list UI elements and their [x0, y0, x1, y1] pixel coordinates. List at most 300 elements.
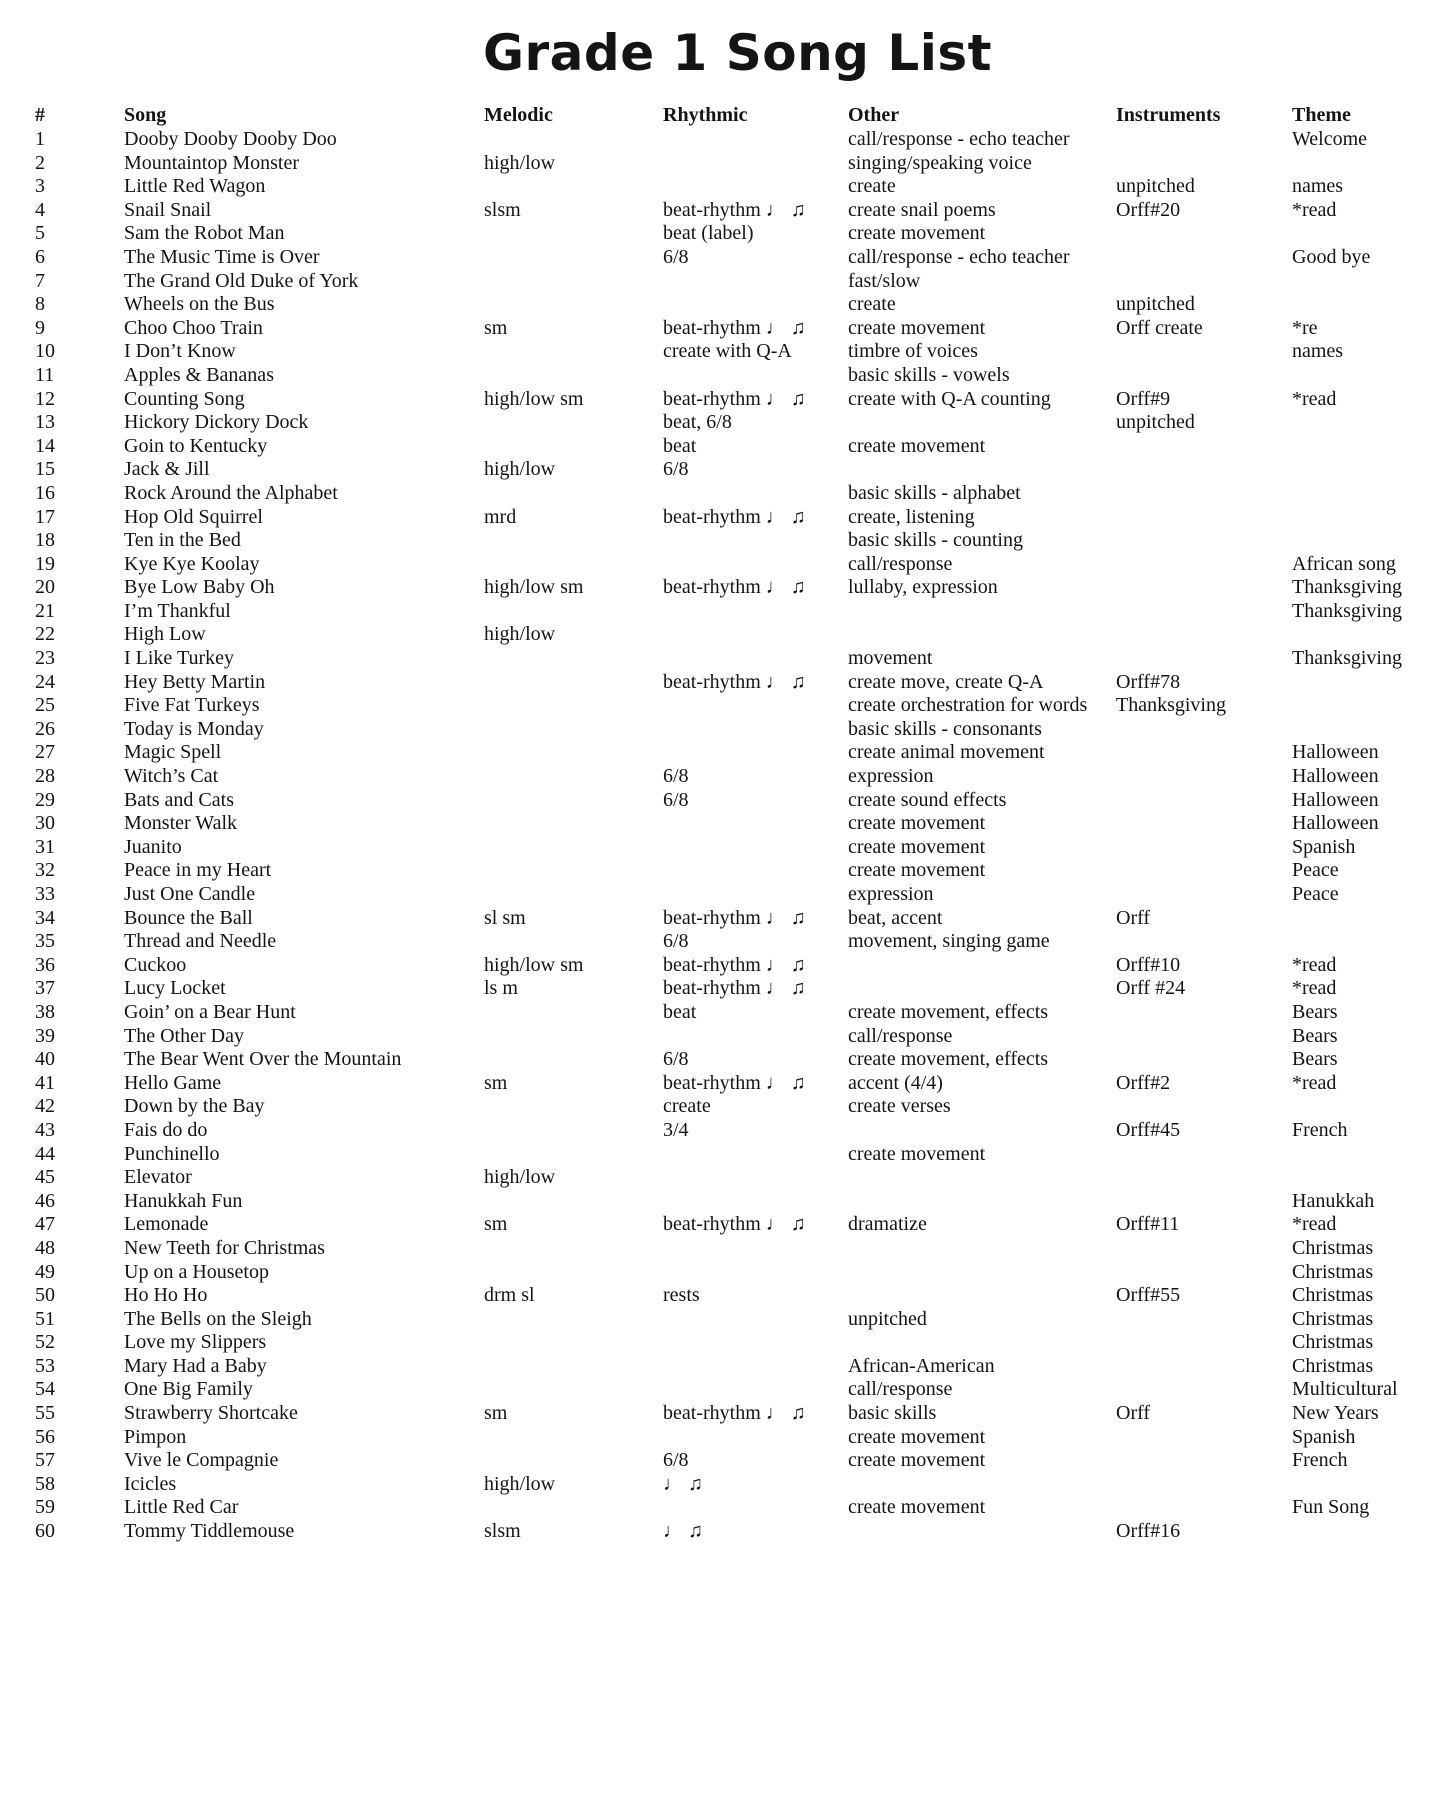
- row-number-cell: 29: [35, 788, 55, 811]
- song-title-cell: Jack & Jill: [124, 458, 210, 481]
- song-title-cell: Apples & Bananas: [124, 363, 274, 386]
- melodic-cell: ls m: [484, 977, 518, 1000]
- row-number-cell: 3: [35, 175, 45, 198]
- table-row: [35, 175, 1445, 199]
- rhythmic-cell: beat-rhythm ♩ ♫: [663, 576, 806, 599]
- song-title-cell: Monster Walk: [124, 812, 238, 835]
- row-number-cell: 41: [35, 1071, 55, 1094]
- row-number-cell: 20: [35, 576, 55, 599]
- row-number-cell: 48: [35, 1236, 55, 1259]
- melodic-cell: sm: [484, 316, 508, 339]
- other-cell: call/response: [848, 552, 953, 575]
- row-number-cell: 33: [35, 883, 55, 905]
- theme-cell: Peace: [1292, 883, 1339, 905]
- song-title-cell: I Don’t Know: [124, 340, 236, 363]
- theme-cell: Halloween: [1292, 788, 1379, 811]
- theme-cell: Hanukkah: [1292, 1189, 1375, 1212]
- theme-cell: Welcome: [1292, 128, 1368, 150]
- song-title-cell: Bounce the Ball: [124, 906, 253, 929]
- other-cell: call/response: [848, 1024, 953, 1047]
- row-number-cell: 27: [35, 741, 55, 764]
- row-number-cell: 31: [35, 835, 55, 858]
- theme-cell: Bears: [1292, 1000, 1338, 1023]
- other-cell: expression: [848, 883, 934, 905]
- other-cell: create, listening: [848, 505, 975, 528]
- theme-cell: Christmas: [1292, 1331, 1374, 1354]
- table-row: [35, 1496, 1445, 1520]
- theme-cell: Bears: [1292, 1048, 1338, 1071]
- other-cell: create movement: [848, 859, 986, 882]
- song-title-cell: Peace in my Heart: [124, 859, 272, 882]
- song-title-cell: Today is Monday: [124, 717, 264, 740]
- song-title-cell: Love my Slippers: [124, 1331, 267, 1354]
- table-row: [35, 1213, 1445, 1237]
- instruments-cell: Orff#16: [1116, 1520, 1181, 1543]
- row-number-cell: 47: [35, 1213, 55, 1236]
- theme-cell: Christmas: [1292, 1284, 1374, 1307]
- row-number-cell: 58: [35, 1472, 55, 1495]
- table-row: [35, 1520, 1445, 1544]
- song-title-cell: Hickory Dickory Dock: [124, 411, 309, 434]
- other-cell: movement, singing game: [848, 930, 1050, 953]
- song-table: [35, 128, 1445, 1544]
- instruments-cell: unpitched: [1116, 411, 1195, 434]
- column-header-melodic: Melodic: [484, 104, 553, 126]
- song-title-cell: Lucy Locket: [124, 977, 226, 1000]
- table-row: [35, 741, 1445, 765]
- instruments-cell: Orff#45: [1116, 1118, 1181, 1141]
- theme-cell: Christmas: [1292, 1260, 1374, 1283]
- song-title-cell: Icicles: [124, 1472, 177, 1495]
- table-row: [35, 1402, 1445, 1426]
- song-title-cell: Strawberry Shortcake: [124, 1402, 298, 1425]
- song-title-cell: Dooby Dooby Dooby Doo: [124, 128, 337, 150]
- theme-cell: Spanish: [1292, 1425, 1356, 1448]
- instruments-cell: Orff#10: [1116, 953, 1181, 976]
- song-title-cell: Bye Low Baby Oh: [124, 576, 275, 599]
- table-row: [35, 1378, 1445, 1402]
- other-cell: dramatize: [848, 1213, 927, 1236]
- song-title-cell: Counting Song: [124, 387, 245, 410]
- song-title-cell: The Bells on the Sleigh: [124, 1307, 312, 1330]
- rhythmic-cell: rests: [663, 1284, 700, 1307]
- table-row: [35, 529, 1445, 553]
- rhythmic-cell: beat-rhythm ♩ ♫: [663, 670, 806, 693]
- other-cell: basic skills - alphabet: [848, 481, 1021, 504]
- table-row: [35, 364, 1445, 388]
- theme-cell: Peace: [1292, 859, 1339, 882]
- table-row: [35, 647, 1445, 671]
- rhythmic-cell: beat-rhythm ♩ ♫: [663, 953, 806, 976]
- song-title-cell: Juanito: [124, 835, 182, 858]
- song-title-cell: Goin’ on a Bear Hunt: [124, 1000, 296, 1023]
- instruments-cell: Orff: [1116, 1402, 1151, 1425]
- rhythmic-cell: beat-rhythm ♩ ♫: [663, 977, 806, 1000]
- song-title-cell: Pimpon: [124, 1425, 187, 1448]
- table-row: [35, 411, 1445, 435]
- song-title-cell: Five Fat Turkeys: [124, 694, 260, 717]
- rhythmic-cell: beat-rhythm ♩ ♫: [663, 387, 806, 410]
- table-row: [35, 1143, 1445, 1167]
- song-title-cell: Down by the Bay: [124, 1095, 265, 1118]
- table-row: [35, 1237, 1445, 1261]
- row-number-cell: 54: [35, 1378, 55, 1401]
- other-cell: create movement, effects: [848, 1000, 1049, 1023]
- row-number-cell: 6: [35, 245, 45, 268]
- other-cell: create verses: [848, 1095, 951, 1118]
- theme-cell: Thanksgiving: [1292, 647, 1402, 670]
- melodic-cell: high/low: [484, 151, 556, 174]
- table-row: [35, 317, 1445, 341]
- row-number-cell: 12: [35, 387, 55, 410]
- song-title-cell: Lemonade: [124, 1213, 209, 1236]
- song-title-cell: Little Red Wagon: [124, 175, 266, 198]
- song-title-cell: Goin to Kentucky: [124, 434, 268, 457]
- song-title-cell: High Low: [124, 623, 206, 646]
- rhythmic-cell: beat-rhythm ♩ ♫: [663, 1071, 806, 1094]
- table-row: [35, 1190, 1445, 1214]
- song-title-cell: Little Red Car: [124, 1496, 239, 1519]
- other-cell: create movement: [848, 434, 986, 457]
- song-title-cell: Hello Game: [124, 1071, 222, 1094]
- rhythmic-cell: 6/8: [663, 765, 689, 788]
- row-number-cell: 57: [35, 1449, 55, 1472]
- table-row: [35, 812, 1445, 836]
- table-row: [35, 977, 1445, 1001]
- table-row: [35, 458, 1445, 482]
- row-number-cell: 24: [35, 670, 55, 693]
- row-number-cell: 59: [35, 1496, 55, 1519]
- instruments-cell: Orff#2: [1116, 1071, 1171, 1094]
- rhythmic-cell: 6/8: [663, 245, 689, 268]
- rhythmic-cell: beat: [663, 1000, 697, 1023]
- column-header-song: Song: [124, 104, 167, 126]
- rhythmic-cell: ♩ ♫: [663, 1520, 703, 1543]
- song-title-cell: Up on a Housetop: [124, 1260, 269, 1283]
- theme-cell: Halloween: [1292, 741, 1379, 764]
- row-number-cell: 44: [35, 1142, 55, 1165]
- table-row: [35, 789, 1445, 813]
- song-title-cell: Hanukkah Fun: [124, 1189, 243, 1212]
- instruments-cell: Orff#11: [1116, 1213, 1180, 1236]
- other-cell: call/response - echo teacher: [848, 245, 1070, 268]
- other-cell: unpitched: [848, 1307, 927, 1330]
- theme-cell: *read: [1292, 1071, 1337, 1094]
- row-number-cell: 53: [35, 1354, 55, 1377]
- table-row: [35, 1166, 1445, 1190]
- instruments-cell: Thanksgiving: [1116, 694, 1226, 717]
- theme-cell: Christmas: [1292, 1236, 1374, 1259]
- column-header-rhythmic: Rhythmic: [663, 104, 748, 126]
- table-row: [35, 388, 1445, 412]
- song-title-cell: Mountaintop Monster: [124, 151, 299, 174]
- instruments-cell: unpitched: [1116, 293, 1195, 316]
- melodic-cell: high/low: [484, 458, 556, 481]
- rhythmic-cell: create: [663, 1095, 711, 1118]
- row-number-cell: 18: [35, 529, 55, 552]
- row-number-cell: 25: [35, 694, 55, 717]
- other-cell: create movement: [848, 835, 986, 858]
- melodic-cell: slsm: [484, 1520, 521, 1543]
- table-row: [35, 765, 1445, 789]
- theme-cell: *read: [1292, 953, 1337, 976]
- table-row: [35, 859, 1445, 883]
- row-number-cell: 50: [35, 1284, 55, 1307]
- row-number-cell: 22: [35, 623, 55, 646]
- table-row: [35, 1095, 1445, 1119]
- theme-cell: names: [1292, 175, 1344, 198]
- table-row: [35, 1473, 1445, 1497]
- table-row: [35, 883, 1445, 907]
- instruments-cell: Orff create: [1116, 316, 1203, 339]
- theme-cell: French: [1292, 1449, 1348, 1472]
- row-number-cell: 55: [35, 1402, 55, 1425]
- theme-cell: Spanish: [1292, 835, 1356, 858]
- rhythmic-cell: beat-rhythm ♩ ♫: [663, 316, 806, 339]
- table-row: [35, 1449, 1445, 1473]
- other-cell: singing/speaking voice: [848, 151, 1032, 174]
- table-row: [35, 128, 1445, 152]
- song-title-cell: Witch’s Cat: [124, 765, 219, 788]
- row-number-cell: 52: [35, 1331, 55, 1354]
- song-title-cell: Wheels on the Bus: [124, 293, 275, 316]
- other-cell: fast/slow: [848, 269, 921, 292]
- song-title-cell: Punchinello: [124, 1142, 220, 1165]
- other-cell: create movement, effects: [848, 1048, 1049, 1071]
- melodic-cell: mrd: [484, 505, 517, 528]
- song-title-cell: Bats and Cats: [124, 788, 234, 811]
- instruments-cell: Orff: [1116, 906, 1151, 929]
- table-header: [35, 104, 1445, 128]
- melodic-cell: sm: [484, 1071, 508, 1094]
- rhythmic-cell: beat (label): [663, 222, 754, 245]
- song-title-cell: Fais do do: [124, 1118, 208, 1141]
- song-title-cell: Vive le Compagnie: [124, 1449, 279, 1472]
- row-number-cell: 38: [35, 1000, 55, 1023]
- instruments-cell: Orff #24: [1116, 977, 1186, 1000]
- rhythmic-cell: 3/4: [663, 1118, 689, 1141]
- row-number-cell: 56: [35, 1425, 55, 1448]
- row-number-cell: 49: [35, 1260, 55, 1283]
- theme-cell: French: [1292, 1118, 1348, 1141]
- table-row: [35, 623, 1445, 647]
- table-row: [35, 199, 1445, 223]
- other-cell: create movement: [848, 1496, 986, 1519]
- table-row: [35, 270, 1445, 294]
- other-cell: create: [848, 175, 896, 198]
- rhythmic-cell: beat-rhythm ♩ ♫: [663, 505, 806, 528]
- instruments-cell: Orff#78: [1116, 670, 1181, 693]
- row-number-cell: 13: [35, 411, 55, 434]
- instruments-cell: Orff#55: [1116, 1284, 1181, 1307]
- theme-cell: Christmas: [1292, 1354, 1374, 1377]
- song-title-cell: Magic Spell: [124, 741, 222, 764]
- column-header-instruments: Instruments: [1116, 104, 1221, 126]
- other-cell: create movement: [848, 812, 986, 835]
- theme-cell: Fun Song: [1292, 1496, 1370, 1519]
- rhythmic-cell: beat-rhythm ♩ ♫: [663, 906, 806, 929]
- table-row: [35, 907, 1445, 931]
- table-row: [35, 600, 1445, 624]
- instruments-cell: Orff#20: [1116, 198, 1181, 221]
- rhythmic-cell: beat-rhythm ♩ ♫: [663, 1213, 806, 1236]
- other-cell: create movement: [848, 316, 986, 339]
- table-row: [35, 340, 1445, 364]
- other-cell: African-American: [848, 1354, 995, 1377]
- rhythmic-cell: beat-rhythm ♩ ♫: [663, 1402, 806, 1425]
- row-number-cell: 35: [35, 930, 55, 953]
- row-number-cell: 21: [35, 599, 55, 622]
- table-row: [35, 482, 1445, 506]
- row-number-cell: 36: [35, 953, 55, 976]
- rhythmic-cell: beat, 6/8: [663, 411, 732, 434]
- row-number-cell: 51: [35, 1307, 55, 1330]
- song-title-cell: Cuckoo: [124, 953, 187, 976]
- theme-cell: Thanksgiving: [1292, 576, 1402, 599]
- table-row: [35, 954, 1445, 978]
- row-number-cell: 5: [35, 222, 45, 245]
- column-header-theme: Theme: [1292, 104, 1351, 126]
- song-title-cell: Sam the Robot Man: [124, 222, 285, 245]
- theme-cell: names: [1292, 340, 1344, 363]
- song-title-cell: Hey Betty Martin: [124, 670, 266, 693]
- song-title-cell: Hop Old Squirrel: [124, 505, 263, 528]
- rhythmic-cell: 6/8: [663, 1048, 689, 1071]
- other-cell: accent (4/4): [848, 1071, 943, 1094]
- table-row: [35, 1284, 1445, 1308]
- song-title-cell: New Teeth for Christmas: [124, 1236, 325, 1259]
- table-row: [35, 1001, 1445, 1025]
- theme-cell: Halloween: [1292, 765, 1379, 788]
- row-number-cell: 26: [35, 717, 55, 740]
- table-row: [35, 1072, 1445, 1096]
- other-cell: expression: [848, 765, 934, 788]
- song-title-cell: Ho Ho Ho: [124, 1284, 208, 1307]
- theme-cell: Christmas: [1292, 1307, 1374, 1330]
- table-row: [35, 1355, 1445, 1379]
- other-cell: create: [848, 293, 896, 316]
- other-cell: call/response: [848, 1378, 953, 1401]
- row-number-cell: 4: [35, 198, 45, 221]
- table-row: [35, 1261, 1445, 1285]
- theme-cell: *read: [1292, 387, 1337, 410]
- table-row: [35, 694, 1445, 718]
- song-title-cell: One Big Family: [124, 1378, 253, 1401]
- table-row: [35, 1426, 1445, 1450]
- rhythmic-cell: 6/8: [663, 788, 689, 811]
- other-cell: basic skills: [848, 1402, 937, 1425]
- other-cell: create orchestration for words: [848, 694, 1088, 717]
- row-number-cell: 43: [35, 1118, 55, 1141]
- rhythmic-cell: beat-rhythm ♩ ♫: [663, 198, 806, 221]
- other-cell: create movement: [848, 1449, 986, 1472]
- rhythmic-cell: 6/8: [663, 458, 689, 481]
- table-row: [35, 246, 1445, 270]
- melodic-cell: sl sm: [484, 906, 526, 929]
- song-title-cell: Rock Around the Alphabet: [124, 481, 338, 504]
- row-number-cell: 2: [35, 151, 45, 174]
- melodic-cell: high/low sm: [484, 953, 584, 976]
- other-cell: timbre of voices: [848, 340, 978, 363]
- instruments-cell: unpitched: [1116, 175, 1195, 198]
- table-row: [35, 435, 1445, 459]
- table-row: [35, 1119, 1445, 1143]
- melodic-cell: drm sl: [484, 1284, 535, 1307]
- table-row: [35, 506, 1445, 530]
- theme-cell: *read: [1292, 977, 1337, 1000]
- row-number-cell: 40: [35, 1048, 55, 1071]
- other-cell: basic skills - counting: [848, 529, 1023, 552]
- other-cell: create movement: [848, 1142, 986, 1165]
- melodic-cell: sm: [484, 1213, 508, 1236]
- row-number-cell: 42: [35, 1095, 55, 1118]
- melodic-cell: high/low sm: [484, 576, 584, 599]
- table-row: [35, 836, 1445, 860]
- table-row: [35, 930, 1445, 954]
- row-number-cell: 14: [35, 434, 55, 457]
- row-number-cell: 17: [35, 505, 55, 528]
- row-number-cell: 45: [35, 1166, 55, 1189]
- song-title-cell: Snail Snail: [124, 198, 212, 221]
- row-number-cell: 16: [35, 481, 55, 504]
- other-cell: create snail poems: [848, 198, 996, 221]
- table-row: [35, 671, 1445, 695]
- theme-cell: Multicultural: [1292, 1378, 1398, 1401]
- theme-cell: New Years: [1292, 1402, 1379, 1425]
- other-cell: basic skills - vowels: [848, 363, 1010, 386]
- row-number-cell: 15: [35, 458, 55, 481]
- song-title-cell: I’m Thankful: [124, 599, 231, 622]
- other-cell: create move, create Q-A: [848, 670, 1044, 693]
- table-row: [35, 553, 1445, 577]
- other-cell: create sound effects: [848, 788, 1007, 811]
- row-number-cell: 23: [35, 647, 55, 670]
- melodic-cell: high/low: [484, 1472, 556, 1495]
- row-number-cell: 60: [35, 1520, 55, 1543]
- song-title-cell: Kye Kye Koolay: [124, 552, 260, 575]
- table-row: [35, 718, 1445, 742]
- other-cell: create with Q-A counting: [848, 387, 1051, 410]
- other-cell: lullaby, expression: [848, 576, 998, 599]
- melodic-cell: high/low: [484, 623, 556, 646]
- row-number-cell: 37: [35, 977, 55, 1000]
- song-title-cell: Thread and Needle: [124, 930, 277, 953]
- column-header-number: #: [35, 104, 45, 126]
- other-cell: movement: [848, 647, 933, 670]
- row-number-cell: 32: [35, 859, 55, 882]
- melodic-cell: high/low: [484, 1166, 556, 1189]
- song-title-cell: The Grand Old Duke of York: [124, 269, 359, 292]
- table-row: [35, 1025, 1445, 1049]
- table-row: [35, 576, 1445, 600]
- theme-cell: *read: [1292, 198, 1337, 221]
- rhythmic-cell: 6/8: [663, 1449, 689, 1472]
- row-number-cell: 19: [35, 552, 55, 575]
- rhythmic-cell: 6/8: [663, 930, 689, 953]
- song-title-cell: Tommy Tiddlemouse: [124, 1520, 295, 1543]
- theme-cell: Good bye: [1292, 245, 1371, 268]
- instruments-cell: Orff#9: [1116, 387, 1171, 410]
- rhythmic-cell: create with Q-A: [663, 340, 792, 363]
- row-number-cell: 30: [35, 812, 55, 835]
- row-number-cell: 28: [35, 765, 55, 788]
- table-row: [35, 222, 1445, 246]
- other-cell: beat, accent: [848, 906, 943, 929]
- page-title: Grade 1 Song List: [482, 24, 993, 82]
- row-number-cell: 8: [35, 293, 45, 316]
- song-title-cell: Just One Candle: [124, 883, 256, 905]
- song-title-cell: I Like Turkey: [124, 647, 234, 670]
